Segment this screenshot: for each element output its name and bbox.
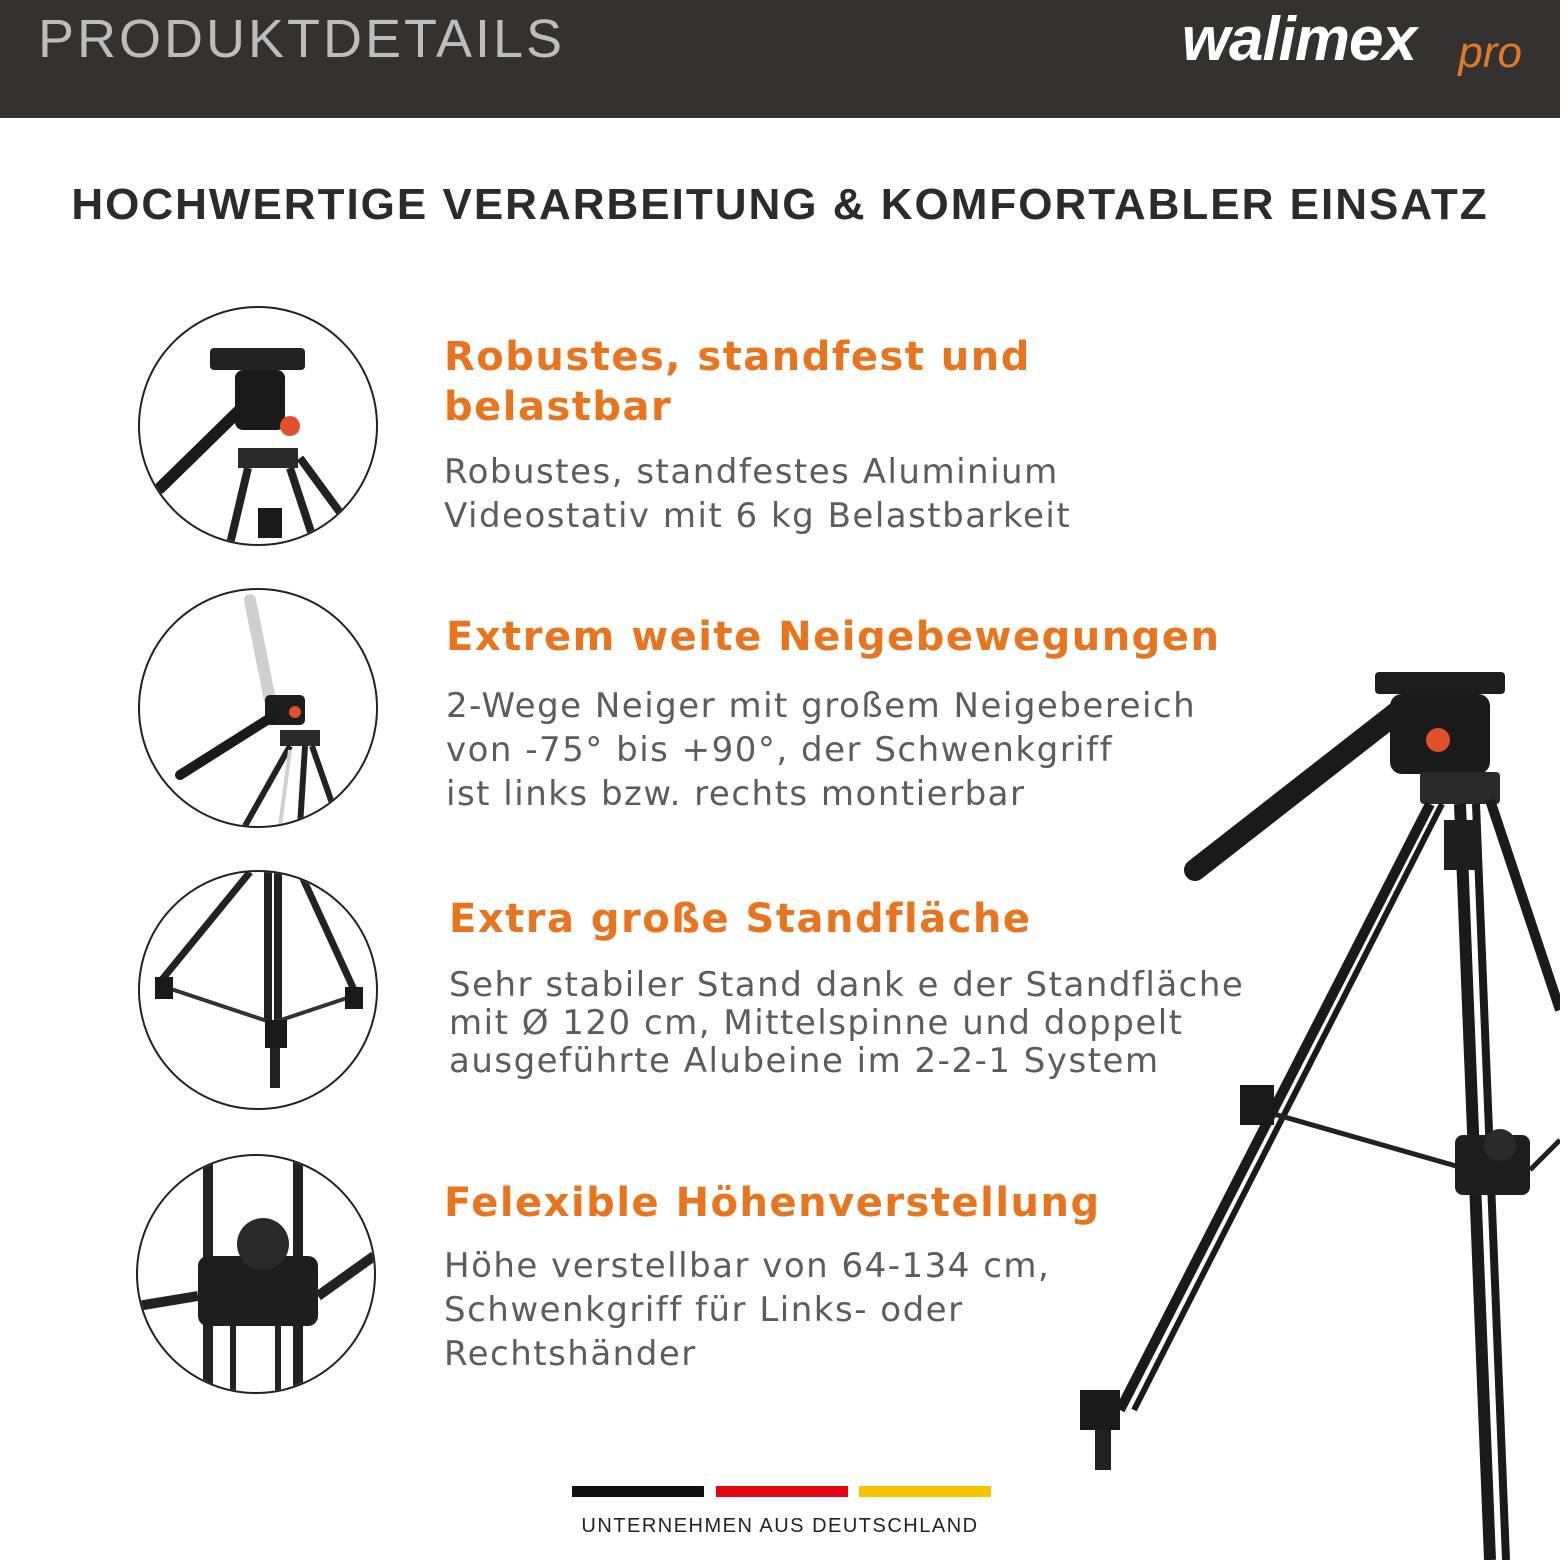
feature-text-line: ausgeführte Alubeine im 2-2-1 System bbox=[449, 1041, 1160, 1081]
spreader-icon bbox=[140, 872, 376, 1108]
walimex-pro-logo bbox=[1166, 4, 1526, 84]
header-bar bbox=[0, 0, 1560, 118]
feature-text-line: ist links bzw. rechts montierbar bbox=[446, 774, 1026, 814]
page-headline: HOCHWERTIGE VERARBEITUNG & KOMFORTABLER EINSATZ bbox=[71, 180, 1489, 229]
tripod-product-image bbox=[1060, 650, 1560, 1560]
feature-text-line: Robustes, standfestes Aluminium bbox=[444, 452, 1059, 492]
feature-text-robust bbox=[444, 450, 1071, 538]
feature-title-line: Felexible Höhenverstellung bbox=[444, 1180, 1101, 1226]
logo-sub: pro bbox=[1458, 28, 1522, 77]
feature-text-line: Schwenkgriff für Links- oder bbox=[444, 1290, 964, 1330]
footer-text: UNTERNEHMEN AUS DEUTSCHLAND bbox=[581, 1515, 979, 1537]
feature-title-footprint bbox=[449, 894, 1032, 944]
feature-image-tilt bbox=[138, 588, 378, 828]
header-title: PRODUKTDETAILS bbox=[38, 9, 566, 69]
feature-title-line: Extrem weite Neigebewegungen bbox=[446, 614, 1221, 660]
tilt-head-icon bbox=[140, 590, 376, 826]
feature-text-line: Höhe verstellbar von 64-134 cm, bbox=[444, 1246, 1051, 1286]
feature-text-line: 2-Wege Neiger mit großem Neigebereich bbox=[446, 686, 1197, 726]
feature-text-height bbox=[444, 1244, 1050, 1376]
feature-image-height bbox=[136, 1154, 376, 1394]
feature-image-spreader bbox=[138, 870, 378, 1110]
flag-bar-black bbox=[572, 1486, 704, 1497]
feature-text-line: Videostativ mit 6 kg Belastbarkeit bbox=[444, 496, 1072, 536]
feature-text-line: Rechtshänder bbox=[444, 1334, 697, 1374]
feature-text-line: Sehr stabiler Stand dank e der Standfläche bbox=[449, 965, 1245, 1005]
feature-title-line: Extra große Standfläche bbox=[449, 896, 1032, 942]
feature-image-head bbox=[138, 306, 378, 546]
feature-text-line: von -75° bis +90°, der Schwenkgriff bbox=[446, 730, 1114, 770]
feature-title-line: belastbar bbox=[444, 384, 673, 430]
flag-bar-gold bbox=[859, 1486, 991, 1497]
feature-title-robust bbox=[444, 332, 1031, 432]
feature-title-height bbox=[444, 1178, 1101, 1228]
feature-title-line: Robustes, standfest und bbox=[444, 334, 1031, 380]
height-knob-icon bbox=[138, 1156, 374, 1392]
logo-main: walimex bbox=[1181, 5, 1416, 74]
flag-bar-red bbox=[716, 1486, 848, 1497]
feature-text-line: mit Ø 120 cm, Mittelspinne und doppelt bbox=[449, 1003, 1184, 1043]
tripod-head-icon bbox=[140, 308, 376, 544]
